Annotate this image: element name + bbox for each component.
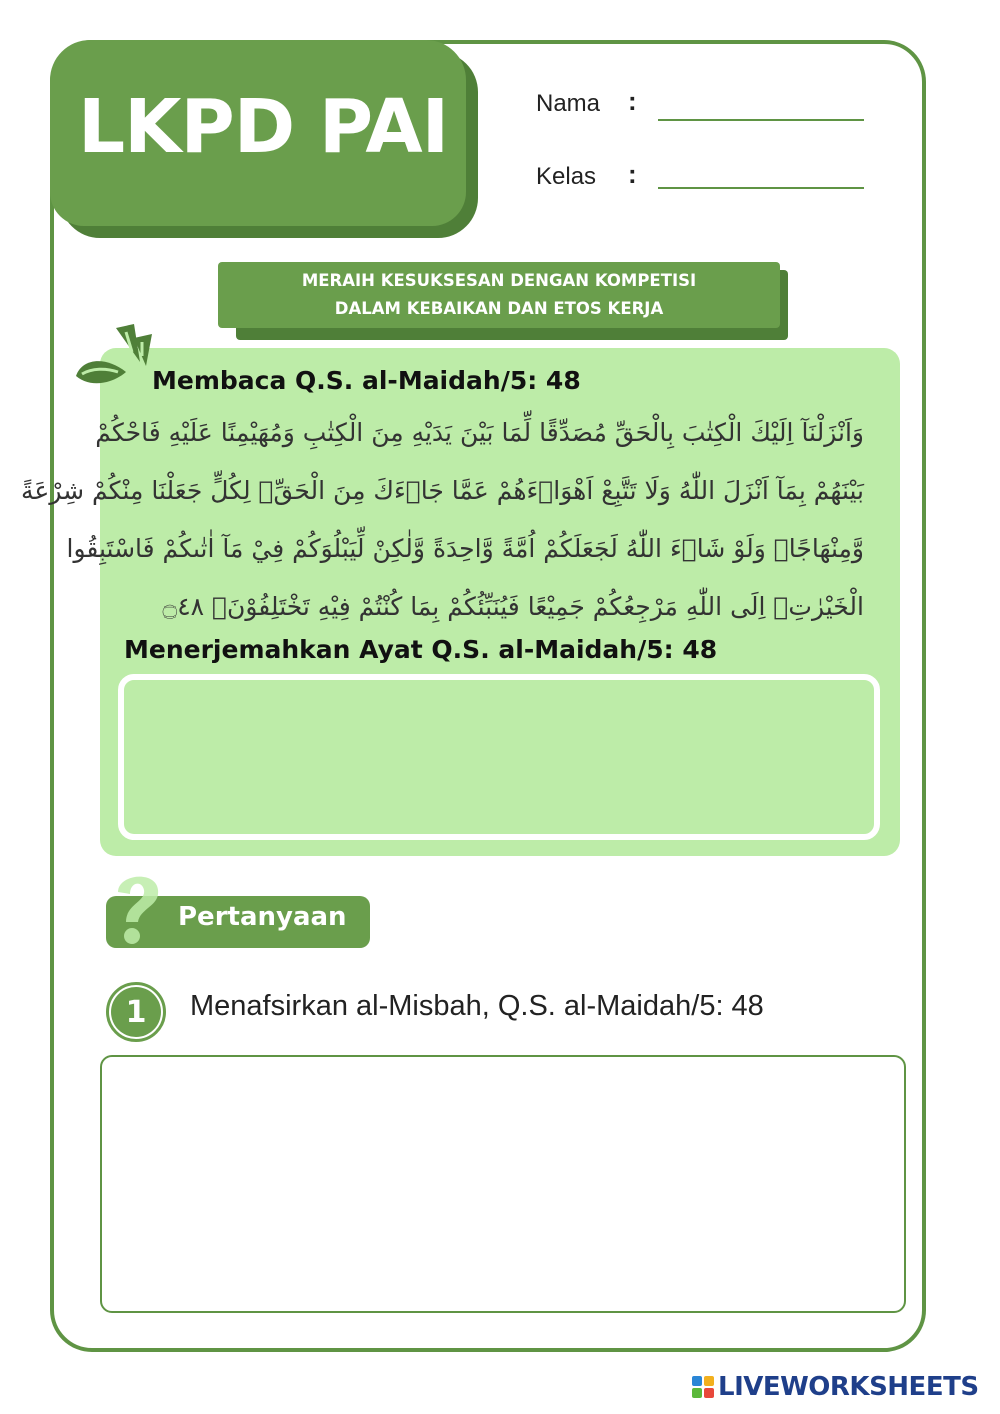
class-colon: : xyxy=(628,159,637,189)
name-label: Nama xyxy=(536,90,601,117)
leaf-decoration-icon xyxy=(72,322,156,392)
translation-answer-field[interactable] xyxy=(118,674,880,840)
arabic-line-2: بَيْنَهُمْ بِمَآ اَنْزَلَ اللّٰهُ وَلَا تَتَّبِعْ اَهْوَاۤءَهُمْ عَمَّا جَاۤءَكَ مِنَ الْحَقِّۗ لِكُلٍّ جَعَلْنَا مِنْكُمْ شِرْعَةً xyxy=(21,476,864,505)
arabic-verse xyxy=(21,404,864,636)
arabic-line-1: وَاَنْزَلْنَآ اِلَيْكَ الْكِتٰبَ بِالْحَقِّ مُصَدِّقًا لِّمَا بَيْنَ يَدَيْهِ مِنَ الْكِتٰبِ وَمُهَيْمِنًا عَلَيْهِ فَاحْكُمْ xyxy=(95,418,864,447)
reading-heading: Membaca Q.S. al-Maidah/5: 48 xyxy=(152,366,581,395)
liveworksheets-logo-icon xyxy=(692,1376,714,1398)
question-number-badge: 1 xyxy=(111,987,161,1037)
worksheet-title: LKPD PAI xyxy=(78,84,449,170)
class-label: Kelas xyxy=(536,163,597,190)
translation-heading: Menerjemahkan Ayat Q.S. al-Maidah/5: 48 xyxy=(124,635,718,664)
liveworksheets-brand[interactable] xyxy=(692,1372,979,1402)
question-text: Menafsirkan al-Misbah, Q.S. al-Maidah/5: 48 xyxy=(190,990,764,1022)
brand-name: LIVEWORKSHEETS xyxy=(718,1372,979,1402)
class-input-line[interactable] xyxy=(658,187,864,189)
questions-label: Pertanyaan xyxy=(178,902,347,932)
name-colon: : xyxy=(628,86,637,116)
subtitle-banner xyxy=(218,262,780,328)
question-answer-field[interactable] xyxy=(100,1055,906,1313)
subtitle-line-2: DALAM KEBAIKAN DAN ETOS KERJA xyxy=(334,299,664,318)
name-input-line[interactable] xyxy=(658,119,864,121)
arabic-line-3: وَّمِنْهَاجًاۗ وَلَوْ شَاۤءَ اللّٰهُ لَجَعَلَكُمْ اُمَّةً وَّاحِدَةً وَّلٰكِنْ لِّيَبْلُوَكُمْ فِيْ مَآ اٰتٰىكُمْ فَاسْتَبِقُوا xyxy=(66,534,864,563)
arabic-line-4: الْخَيْرٰتِۗ اِلَى اللّٰهِ مَرْجِعُكُمْ جَمِيْعًا فَيُنَبِّئُكُمْ بِمَا كُنْتُمْ فِيْهِ تَخْتَلِفُوْنَۙ ۝٤٨ xyxy=(162,592,864,621)
question-mark-icon xyxy=(106,866,166,950)
subtitle-line-1: MERAIH KESUKSESAN DENGAN KOMPETISI xyxy=(301,271,697,290)
